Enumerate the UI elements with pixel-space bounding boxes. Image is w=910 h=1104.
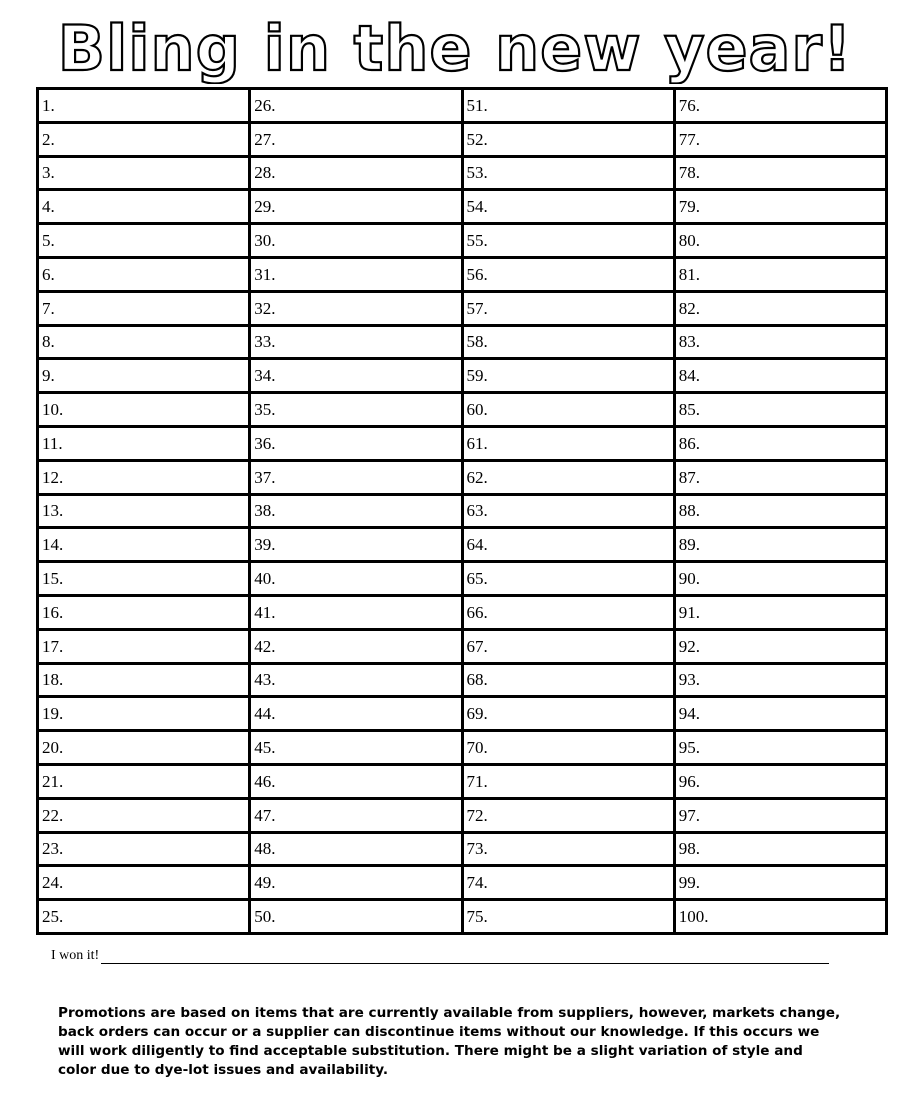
entry-number: 17. <box>42 636 64 656</box>
entry-number: 45. <box>254 738 276 758</box>
entry-number: 15. <box>42 569 64 589</box>
entry-number: 70. <box>466 738 488 758</box>
entry-cell[interactable] <box>462 562 674 596</box>
entry-number: 35. <box>254 400 276 420</box>
entry-number: 80. <box>678 231 700 251</box>
entry-cell[interactable] <box>674 89 886 123</box>
table-row <box>38 122 887 156</box>
entry-number: 77. <box>678 129 700 149</box>
entry-number: 36. <box>254 433 276 453</box>
table-row <box>38 595 887 629</box>
entry-number: 68. <box>466 670 488 690</box>
entry-cell[interactable] <box>462 663 674 697</box>
entry-cell[interactable] <box>250 122 462 156</box>
entry-cell[interactable] <box>462 494 674 528</box>
entry-cell[interactable] <box>462 764 674 798</box>
entry-number: 58. <box>466 332 488 352</box>
entry-cell[interactable] <box>674 764 886 798</box>
entry-cell[interactable] <box>38 494 250 528</box>
entry-number: 40. <box>254 569 276 589</box>
entry-number: 92. <box>678 636 700 656</box>
entry-cell[interactable] <box>462 291 674 325</box>
disclaimer-line: will work diligently to find acceptable substitution. There might be a slight variation of style and <box>58 1043 803 1059</box>
entry-cell[interactable] <box>250 257 462 291</box>
title-outline-lettering <box>0 4 910 84</box>
table-row <box>38 426 887 460</box>
table-row <box>38 629 887 663</box>
entry-cell[interactable] <box>674 663 886 697</box>
entry-number: 79. <box>678 197 700 217</box>
entry-number: 81. <box>678 264 700 284</box>
entry-number: 91. <box>678 602 700 622</box>
entry-number: 19. <box>42 704 64 724</box>
entry-number: 55. <box>466 231 488 251</box>
entry-cell[interactable] <box>250 764 462 798</box>
table-row <box>38 697 887 731</box>
entry-number: 96. <box>678 771 700 791</box>
entry-number: 90. <box>678 569 700 589</box>
entry-number: 84. <box>678 366 700 386</box>
entry-number: 83. <box>678 332 700 352</box>
entry-number: 31. <box>254 264 276 284</box>
entry-cell[interactable] <box>250 494 462 528</box>
entry-number: 29. <box>254 197 276 217</box>
entry-number: 22. <box>42 805 64 825</box>
entry-cell[interactable] <box>462 122 674 156</box>
entry-cell[interactable] <box>674 595 886 629</box>
entry-cell[interactable] <box>462 731 674 765</box>
entry-number: 20. <box>42 738 64 758</box>
entry-cell[interactable] <box>462 325 674 359</box>
entry-number: 66. <box>466 602 488 622</box>
entry-number: 65. <box>466 569 488 589</box>
entry-number: 62. <box>466 467 488 487</box>
entry-number: 30. <box>254 231 276 251</box>
entry-number: 32. <box>254 298 276 318</box>
entry-cell[interactable] <box>38 697 250 731</box>
entry-cell[interactable] <box>250 900 462 934</box>
entry-number: 1. <box>42 95 55 115</box>
entry-cell[interactable] <box>674 697 886 731</box>
entry-cell[interactable] <box>674 731 886 765</box>
entry-cell[interactable] <box>250 393 462 427</box>
entry-number: 34. <box>254 366 276 386</box>
entry-cell[interactable] <box>250 697 462 731</box>
entry-cell[interactable] <box>250 629 462 663</box>
entry-number: 4. <box>42 197 55 217</box>
entry-cell[interactable] <box>674 156 886 190</box>
entry-cell[interactable] <box>38 359 250 393</box>
entry-cell[interactable] <box>674 291 886 325</box>
entry-cell[interactable] <box>38 528 250 562</box>
entry-cell[interactable] <box>462 798 674 832</box>
entry-cell[interactable] <box>674 426 886 460</box>
entry-number: 41. <box>254 602 276 622</box>
entry-cell[interactable] <box>674 257 886 291</box>
disclaimer-line: color due to dye-lot issues and availability. <box>58 1062 389 1078</box>
entry-cell[interactable] <box>250 562 462 596</box>
table-row <box>38 866 887 900</box>
entry-number: 67. <box>466 636 488 656</box>
entry-cell[interactable] <box>38 224 250 258</box>
entry-cell[interactable] <box>250 190 462 224</box>
entry-cell[interactable] <box>38 764 250 798</box>
entry-cell[interactable] <box>250 866 462 900</box>
entry-cell[interactable] <box>38 426 250 460</box>
entry-cell[interactable] <box>38 866 250 900</box>
entry-cell[interactable] <box>674 325 886 359</box>
entry-number: 5. <box>42 231 55 251</box>
entry-number: 54. <box>466 197 488 217</box>
entry-number: 56. <box>466 264 488 284</box>
entry-number: 21. <box>42 771 64 791</box>
entry-cell[interactable] <box>462 393 674 427</box>
entry-cell[interactable] <box>38 900 250 934</box>
entry-number: 53. <box>466 163 488 183</box>
entry-number: 95. <box>678 738 700 758</box>
entry-cell[interactable] <box>250 359 462 393</box>
entry-number: 59. <box>466 366 488 386</box>
entry-cell[interactable] <box>38 832 250 866</box>
entry-number: 18. <box>42 670 64 690</box>
entry-number: 89. <box>678 535 700 555</box>
entry-number: 38. <box>254 501 276 521</box>
entry-cell[interactable] <box>38 190 250 224</box>
entry-number: 26. <box>254 95 276 115</box>
entry-number: 93. <box>678 670 700 690</box>
table-row <box>38 562 887 596</box>
entry-cell[interactable] <box>674 528 886 562</box>
page-title <box>0 4 910 84</box>
entry-cell[interactable] <box>674 393 886 427</box>
entry-number: 99. <box>678 873 700 893</box>
entry-number: 12. <box>42 467 64 487</box>
entry-number: 88. <box>678 501 700 521</box>
entry-cell[interactable] <box>462 900 674 934</box>
entry-cell[interactable] <box>250 224 462 258</box>
entry-number: 13. <box>42 501 64 521</box>
entry-cell[interactable] <box>674 629 886 663</box>
entry-cell[interactable] <box>250 663 462 697</box>
entry-cell[interactable] <box>250 89 462 123</box>
entry-number: 33. <box>254 332 276 352</box>
entry-number: 47. <box>254 805 276 825</box>
entry-number: 10. <box>42 400 64 420</box>
entry-number: 51. <box>466 95 488 115</box>
entry-cell[interactable] <box>250 731 462 765</box>
entry-cell[interactable] <box>462 190 674 224</box>
entry-number: 63. <box>466 501 488 521</box>
entry-cell[interactable] <box>38 257 250 291</box>
entry-cell[interactable] <box>38 291 250 325</box>
disclaimer-line: Promotions are based on items that are currently available from suppliers, however, markets change, <box>58 1005 841 1021</box>
entry-number: 37. <box>254 467 276 487</box>
entry-number: 23. <box>42 839 64 859</box>
entry-cell[interactable] <box>674 460 886 494</box>
entry-number: 46. <box>254 771 276 791</box>
entry-cell[interactable] <box>38 595 250 629</box>
entry-cell[interactable] <box>674 359 886 393</box>
entry-cell[interactable] <box>38 562 250 596</box>
entry-number: 52. <box>466 129 488 149</box>
entry-cell[interactable] <box>250 832 462 866</box>
entry-number: 71. <box>466 771 488 791</box>
entry-number: 8. <box>42 332 55 352</box>
disclaimer <box>58 1004 858 1080</box>
entry-cell[interactable] <box>250 595 462 629</box>
entry-cell[interactable] <box>38 122 250 156</box>
entry-number: 25. <box>42 907 64 927</box>
entry-number: 97. <box>678 805 700 825</box>
entry-number: 100. <box>678 907 709 927</box>
entry-cell[interactable] <box>38 460 250 494</box>
entry-number: 9. <box>42 366 55 386</box>
entry-cell[interactable] <box>674 866 886 900</box>
entry-number: 44. <box>254 704 276 724</box>
entry-grid <box>36 87 888 935</box>
table-row <box>38 257 887 291</box>
entry-number: 11. <box>42 433 63 453</box>
title-text: Bling in the new year! <box>57 12 853 84</box>
entry-number: 75. <box>466 907 488 927</box>
entry-number: 49. <box>254 873 276 893</box>
entry-number: 27. <box>254 129 276 149</box>
table-row <box>38 224 887 258</box>
entry-cell[interactable] <box>674 900 886 934</box>
entry-cell[interactable] <box>674 562 886 596</box>
table-row <box>38 190 887 224</box>
table-row <box>38 460 887 494</box>
entry-number: 2. <box>42 129 55 149</box>
entry-cell[interactable] <box>462 257 674 291</box>
entry-cell[interactable] <box>38 89 250 123</box>
entry-cell[interactable] <box>674 190 886 224</box>
entry-cell[interactable] <box>250 426 462 460</box>
entry-cell[interactable] <box>250 798 462 832</box>
entry-cell[interactable] <box>38 663 250 697</box>
table-row <box>38 156 887 190</box>
entry-cell[interactable] <box>250 291 462 325</box>
entry-number: 98. <box>678 839 700 859</box>
entry-cell[interactable] <box>674 832 886 866</box>
entry-number: 7. <box>42 298 55 318</box>
entry-number: 64. <box>466 535 488 555</box>
entry-cell[interactable] <box>674 494 886 528</box>
entry-cell[interactable] <box>250 460 462 494</box>
entry-number: 28. <box>254 163 276 183</box>
entry-number: 24. <box>42 873 64 893</box>
won-label: I won it! <box>51 948 100 963</box>
winner-line <box>51 948 841 964</box>
entry-cell[interactable] <box>38 798 250 832</box>
table-row <box>38 494 887 528</box>
table-row <box>38 528 887 562</box>
entry-number: 82. <box>678 298 700 318</box>
entry-number: 42. <box>254 636 276 656</box>
entry-cell[interactable] <box>38 629 250 663</box>
table-row <box>38 900 887 934</box>
entry-cell[interactable] <box>462 595 674 629</box>
entry-number: 85. <box>678 400 700 420</box>
entry-cell[interactable] <box>462 697 674 731</box>
entry-number: 72. <box>466 805 488 825</box>
entry-number: 61. <box>466 433 488 453</box>
entry-number: 57. <box>466 298 488 318</box>
entry-number: 76. <box>678 95 700 115</box>
entry-cell[interactable] <box>250 528 462 562</box>
entry-cell[interactable] <box>250 156 462 190</box>
entry-cell[interactable] <box>462 866 674 900</box>
entry-number: 14. <box>42 535 64 555</box>
entry-cell[interactable] <box>250 325 462 359</box>
table-row <box>38 731 887 765</box>
winner-name-blank[interactable] <box>101 949 829 964</box>
entry-number: 48. <box>254 839 276 859</box>
entry-cell[interactable] <box>462 156 674 190</box>
table-row <box>38 832 887 866</box>
entry-cell[interactable] <box>462 426 674 460</box>
entry-cell[interactable] <box>462 460 674 494</box>
entry-number: 50. <box>254 907 276 927</box>
entry-cell[interactable] <box>38 393 250 427</box>
entry-number: 74. <box>466 873 488 893</box>
entry-number: 39. <box>254 535 276 555</box>
table-row <box>38 325 887 359</box>
entry-cell[interactable] <box>674 224 886 258</box>
entry-cell[interactable] <box>462 832 674 866</box>
entry-number: 3. <box>42 163 55 183</box>
entry-cell[interactable] <box>38 156 250 190</box>
table-row <box>38 663 887 697</box>
entry-number: 78. <box>678 163 700 183</box>
entry-number: 86. <box>678 433 700 453</box>
table-row <box>38 798 887 832</box>
entry-number: 60. <box>466 400 488 420</box>
table-row <box>38 291 887 325</box>
entry-cell[interactable] <box>38 731 250 765</box>
entry-cell[interactable] <box>674 122 886 156</box>
table-row <box>38 393 887 427</box>
entry-cell[interactable] <box>674 798 886 832</box>
entry-cell[interactable] <box>38 325 250 359</box>
table-row <box>38 764 887 798</box>
entry-cell[interactable] <box>462 224 674 258</box>
entry-cell[interactable] <box>462 359 674 393</box>
entry-number: 73. <box>466 839 488 859</box>
disclaimer-line: back orders can occur or a supplier can discontinue items without our knowledge. If this occurs we <box>58 1024 820 1040</box>
entry-number: 94. <box>678 704 700 724</box>
table-row <box>38 89 887 123</box>
entry-number: 6. <box>42 264 55 284</box>
entry-number: 87. <box>678 467 700 487</box>
entry-cell[interactable] <box>462 629 674 663</box>
entry-number: 43. <box>254 670 276 690</box>
entry-cell[interactable] <box>462 89 674 123</box>
entry-number: 16. <box>42 602 64 622</box>
entry-number: 69. <box>466 704 488 724</box>
table-row <box>38 359 887 393</box>
entry-cell[interactable] <box>462 528 674 562</box>
